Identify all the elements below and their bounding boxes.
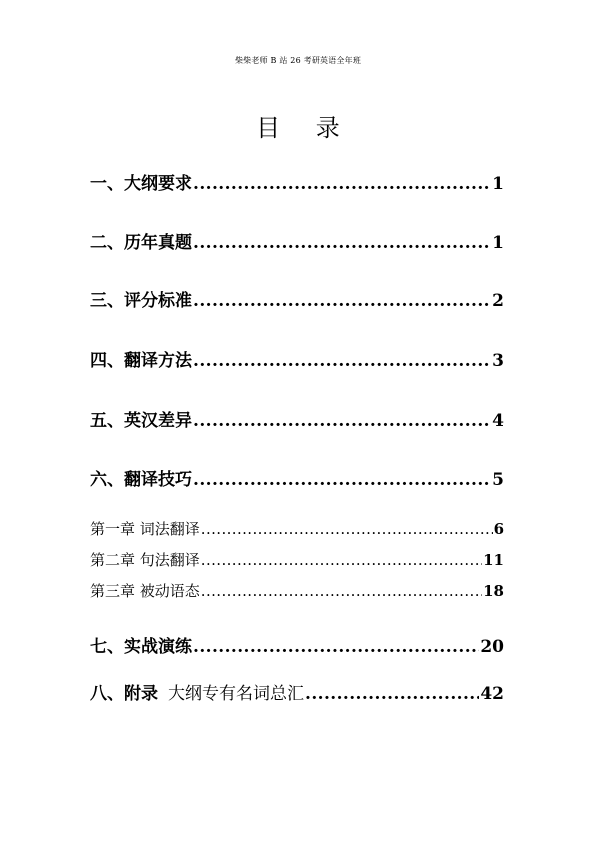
toc-entry-label: 五、英汉差异 <box>90 411 192 431</box>
toc-dot-leader <box>305 684 479 704</box>
toc-dot-leader <box>201 520 493 538</box>
toc-entry[interactable] <box>90 228 504 253</box>
toc-entry-label: 第二章 句法翻译 <box>90 551 200 569</box>
toc-entry[interactable] <box>90 465 504 490</box>
toc-entry[interactable] <box>90 346 504 371</box>
toc-dot-leader <box>193 470 491 490</box>
toc-page-number: 18 <box>483 582 504 600</box>
toc-entry-label: 三、评分标准 <box>90 291 192 311</box>
toc-entry[interactable] <box>90 406 504 431</box>
toc-dot-leader <box>193 233 491 253</box>
toc-entry[interactable] <box>90 632 504 657</box>
toc-entry[interactable] <box>90 679 504 704</box>
toc-entry-label: 七、实战演练 <box>90 637 192 657</box>
toc-subentry[interactable] <box>90 518 504 539</box>
toc-entry-label: 六、翻译技巧 <box>90 470 192 490</box>
toc-dot-leader <box>193 291 491 311</box>
toc-page-number: 1 <box>492 233 504 253</box>
toc-entry-label: 四、翻译方法 <box>90 351 192 371</box>
toc-page-number: 3 <box>492 351 504 371</box>
toc-dot-leader <box>201 551 482 569</box>
toc-entry-label: 第三章 被动语态 <box>90 582 200 600</box>
toc-page-number: 11 <box>483 551 504 569</box>
toc-page-number: 20 <box>480 637 504 657</box>
toc-dot-leader <box>193 637 479 657</box>
toc-page-number: 2 <box>492 291 504 311</box>
toc-entry-label: 八、附录 <box>90 684 158 704</box>
toc-dot-leader <box>193 411 491 431</box>
toc-dot-leader <box>193 351 491 371</box>
toc-entry[interactable] <box>90 286 504 311</box>
toc-entry-label: 二、历年真题 <box>90 233 192 253</box>
toc-page-number: 6 <box>493 520 504 538</box>
toc-entry[interactable] <box>90 169 504 194</box>
toc-subentry[interactable] <box>90 549 504 570</box>
toc-page-number: 1 <box>492 174 504 194</box>
toc-page-number: 5 <box>492 470 504 490</box>
toc-entry-suffix: 大纲专有名词总汇 <box>168 684 304 704</box>
toc-page-number: 4 <box>492 411 504 431</box>
toc-entry-label: 一、大纲要求 <box>90 174 192 194</box>
toc-title: 目 录 <box>256 114 354 142</box>
toc-subentry[interactable] <box>90 580 504 601</box>
page-header: 柴柴老师 B 站 26 考研英语全年班 <box>234 56 362 65</box>
toc-dot-leader <box>193 174 491 194</box>
toc-entry-label: 第一章 词法翻译 <box>90 520 200 538</box>
toc-page-number: 42 <box>480 684 504 704</box>
toc-dot-leader <box>201 582 482 600</box>
